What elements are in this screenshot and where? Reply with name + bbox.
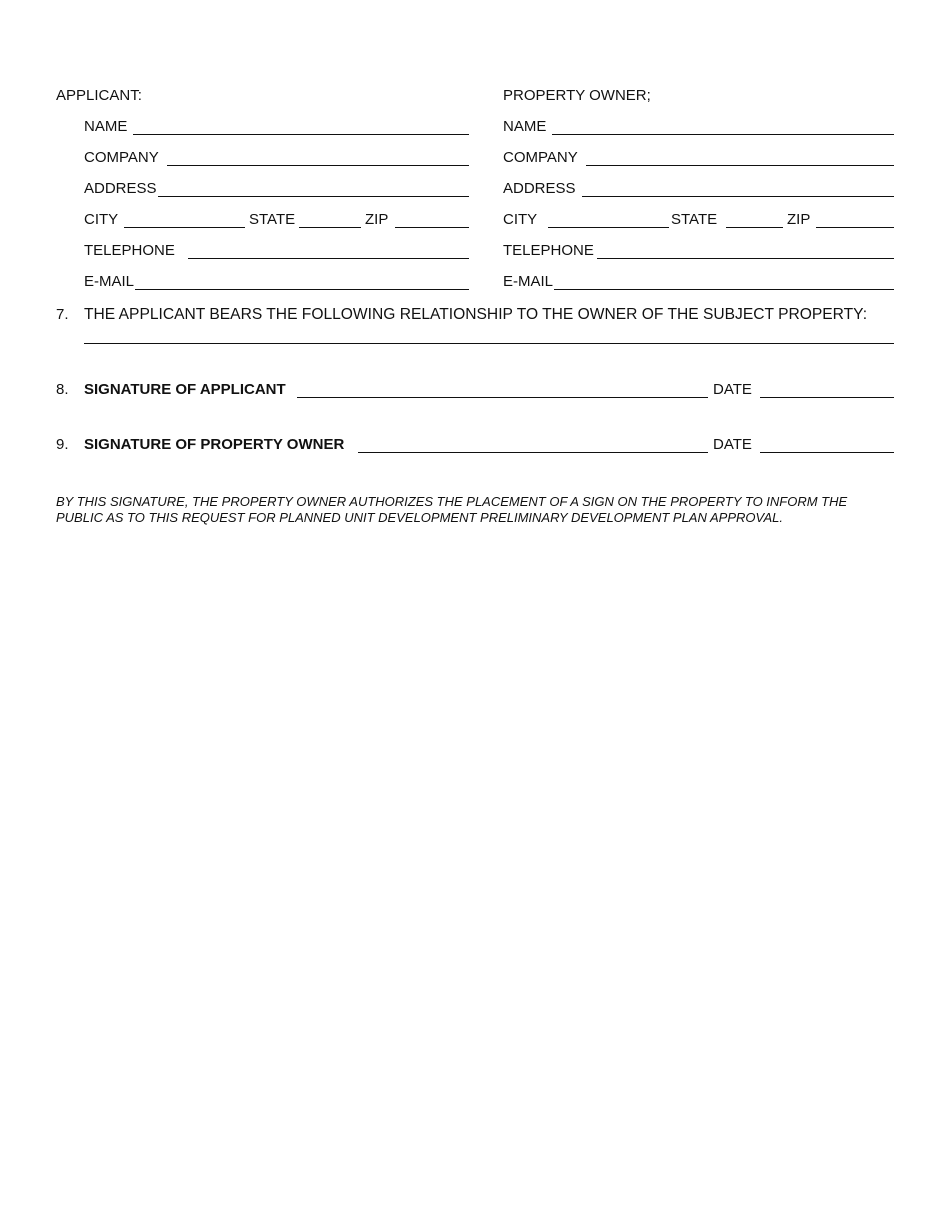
applicant-address-field[interactable] bbox=[158, 196, 469, 197]
owner-date-field[interactable] bbox=[760, 452, 894, 453]
applicant-date-field[interactable] bbox=[760, 397, 894, 398]
owner-name-field[interactable] bbox=[552, 134, 894, 135]
owner-telephone-field[interactable] bbox=[597, 258, 894, 259]
relationship-field[interactable] bbox=[84, 343, 894, 344]
owner-company-label: COMPANY bbox=[503, 149, 578, 166]
owner-email-field[interactable] bbox=[554, 289, 894, 290]
owner-heading: PROPERTY OWNER; bbox=[503, 87, 651, 104]
applicant-company-label: COMPANY bbox=[84, 149, 159, 166]
applicant-name-field[interactable] bbox=[133, 134, 469, 135]
applicant-address-label: ADDRESS bbox=[84, 180, 157, 197]
item7-text: THE APPLICANT BEARS THE FOLLOWING RELATIONSHIP TO THE OWNER OF THE SUBJECT PROPERTY: bbox=[84, 306, 868, 323]
applicant-zip-label: ZIP bbox=[365, 211, 389, 228]
applicant-city-label: CITY bbox=[84, 211, 119, 228]
authorization-note: BY THIS SIGNATURE, THE PROPERTY OWNER AUTHORIZES THE PLACEMENT OF A SIGN ON THE PROPERTY TO INFORM THE PUBLIC AS TO THIS REQUEST FOR PLANNED UNIT DEVELOPMENT PRELIMINARY DEVELOPMENT PLAN APPROVAL. bbox=[56, 494, 848, 525]
applicant-signature-label: SIGNATURE OF APPLICANT bbox=[84, 381, 286, 398]
applicant-heading: APPLICANT: bbox=[56, 87, 142, 104]
owner-email-label: E-MAIL bbox=[503, 273, 554, 290]
owner-signature-field[interactable] bbox=[358, 452, 708, 453]
item9-number: 9. bbox=[56, 436, 69, 453]
applicant-state-label: STATE bbox=[249, 211, 296, 228]
owner-telephone-label: TELEPHONE bbox=[503, 242, 594, 259]
owner-signature-label: SIGNATURE OF PROPERTY OWNER bbox=[84, 436, 345, 453]
applicant-zip-field[interactable] bbox=[395, 227, 469, 228]
owner-state-field[interactable] bbox=[726, 227, 783, 228]
owner-date-label: DATE bbox=[713, 436, 752, 453]
owner-zip-label: ZIP bbox=[787, 211, 811, 228]
applicant-name-label: NAME bbox=[84, 118, 128, 135]
applicant-signature-field[interactable] bbox=[297, 397, 708, 398]
item8-number: 8. bbox=[56, 381, 69, 398]
applicant-email-field[interactable] bbox=[135, 289, 469, 290]
applicant-telephone-label: TELEPHONE bbox=[84, 242, 175, 259]
applicant-state-field[interactable] bbox=[299, 227, 361, 228]
owner-city-label: CITY bbox=[503, 211, 538, 228]
owner-state-label: STATE bbox=[671, 211, 718, 228]
applicant-company-field[interactable] bbox=[167, 165, 469, 166]
owner-name-label: NAME bbox=[503, 118, 547, 135]
owner-company-field[interactable] bbox=[586, 165, 894, 166]
item7-number: 7. bbox=[56, 306, 69, 323]
applicant-email-label: E-MAIL bbox=[84, 273, 135, 290]
owner-address-label: ADDRESS bbox=[503, 180, 576, 197]
applicant-city-field[interactable] bbox=[124, 227, 245, 228]
applicant-date-label: DATE bbox=[713, 381, 752, 398]
applicant-telephone-field[interactable] bbox=[188, 258, 469, 259]
owner-zip-field[interactable] bbox=[816, 227, 894, 228]
owner-city-field[interactable] bbox=[548, 227, 669, 228]
owner-address-field[interactable] bbox=[582, 196, 894, 197]
